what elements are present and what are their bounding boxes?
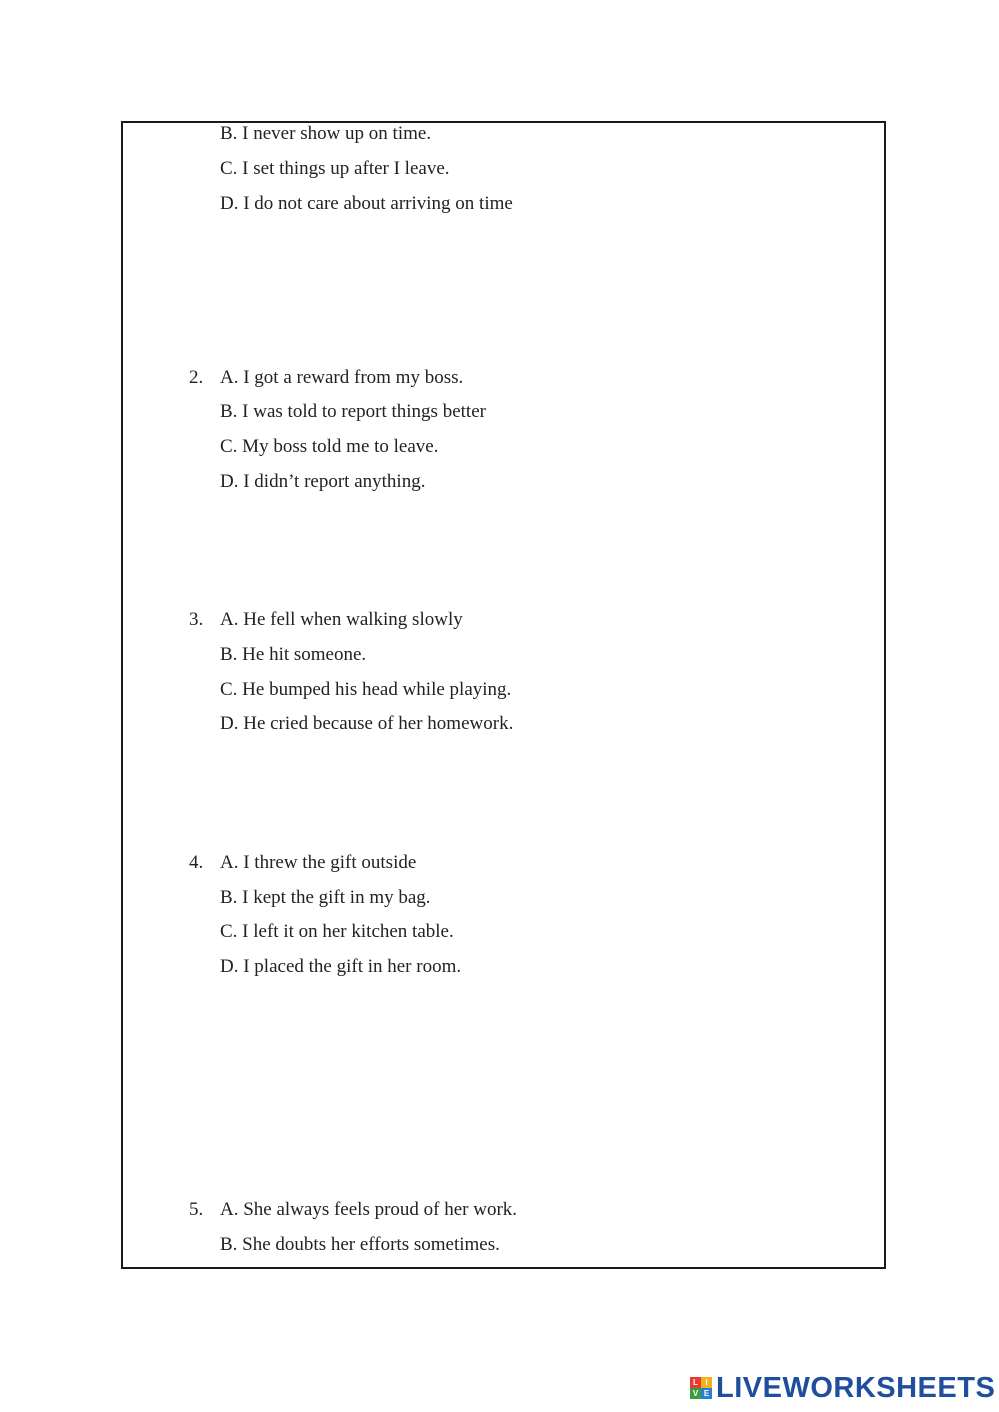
q4-option-a[interactable]: A. I threw the gift outside xyxy=(220,852,417,873)
q1-option-b[interactable]: B. I never show up on time. xyxy=(220,123,432,144)
q2-option-a[interactable]: A. I got a reward from my boss. xyxy=(220,367,464,388)
q4-option-c[interactable]: C. I left it on her kitchen table. xyxy=(220,921,454,942)
q3-number: 3. xyxy=(189,609,204,630)
liveworksheets-logo-icon xyxy=(690,1377,712,1399)
logo-icon-letter: L xyxy=(690,1377,701,1388)
logo-icon-letter: V xyxy=(690,1388,701,1399)
logo-icon-letter: E xyxy=(701,1388,712,1399)
q5-option-a[interactable]: A. She always feels proud of her work. xyxy=(220,1199,518,1220)
liveworksheets-logo[interactable] xyxy=(690,1372,995,1404)
q1-option-c[interactable]: C. I set things up after I leave. xyxy=(220,158,450,179)
q5-number: 5. xyxy=(189,1199,204,1220)
q2-option-c[interactable]: C. My boss told me to leave. xyxy=(220,436,439,457)
q2-option-d[interactable]: D. I didn’t report anything. xyxy=(220,471,426,492)
q4-option-b[interactable]: B. I kept the gift in my bag. xyxy=(220,887,431,908)
q2-number: 2. xyxy=(189,367,204,388)
q2-option-b[interactable]: B. I was told to report things better xyxy=(220,401,486,422)
q1-option-d[interactable]: D. I do not care about arriving on time xyxy=(220,193,513,214)
q4-option-d[interactable]: D. I placed the gift in her room. xyxy=(220,956,462,977)
q3-option-a[interactable]: A. He fell when walking slowly xyxy=(220,609,463,630)
liveworksheets-brand-text: LIVEWORKSHEETS xyxy=(716,1371,996,1404)
q5-option-b[interactable]: B. She doubts her efforts sometimes. xyxy=(220,1234,500,1255)
logo-icon-letter: I xyxy=(701,1377,712,1388)
q4-number: 4. xyxy=(189,852,204,873)
q3-option-d[interactable]: D. He cried because of her homework. xyxy=(220,713,514,734)
q3-option-b[interactable]: B. He hit someone. xyxy=(220,644,367,665)
q3-option-c[interactable]: C. He bumped his head while playing. xyxy=(220,679,512,700)
